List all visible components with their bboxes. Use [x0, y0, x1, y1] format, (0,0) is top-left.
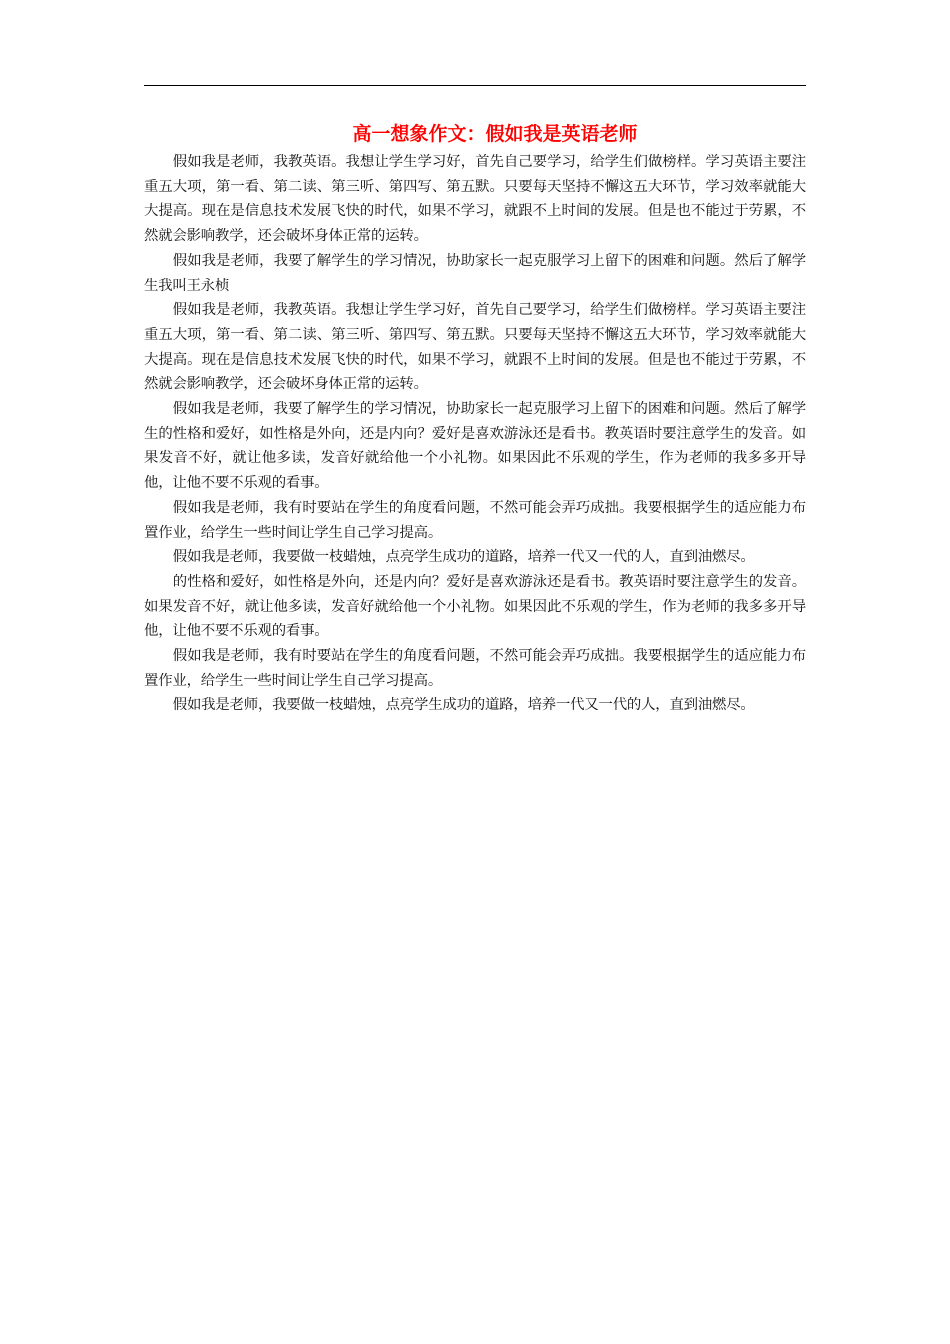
document-title: 高一想象作文：假如我是英语老师 — [352, 123, 638, 145]
paragraph-7: 的性格和爱好，如性格是外向，还是内向？爱好是喜欢游泳还是看书。教英语时要注意学生的发音。如果发音不好，就让他多读，发音好就给他一个小礼物。如果因此不乐观的学生，作为老师的我多多开导他，让他不要不乐观的看事。 — [144, 573, 806, 640]
document-content — [144, 118, 806, 718]
paragraph-4: 假如我是老师，我要了解学生的学习情况，协助家长一起克服学习上留下的困难和问题。然后了解学生的性格和爱好，如性格是外向，还是内向？爱好是喜欢游泳还是看书。教英语时要注意学生的发音。如果发音不好，就让他多读，发音好就给他一个小礼物。如果因此不乐观的学生，作为老师的我多多开导他，让他不要不乐观的看事。 — [144, 401, 806, 492]
paragraph-6: 假如我是老师，我要做一枝蜡烛，点亮学生成功的道路，培养一代又一代的人，直到油燃尽。 — [172, 549, 755, 566]
paragraph-3: 假如我是老师，我教英语。我想让学生学习好，首先自己要学习，给学生们做榜样。学习英语主要注重五大项，第一看、第二读、第三听、第四写、第五默。只要每天坚持不懈这五大环节，学习效率就能大大提高。现在是信息技术发展飞快的时代，如果不学习，就跟不上时间的发展。但是也不能过于劳累，不然就会影响教学，还会破坏身体正常的运转。 — [144, 302, 806, 393]
paragraph-5: 假如我是老师，我有时要站在学生的角度看问题，不然可能会弄巧成拙。我要根据学生的适应能力布置作业，给学生一些时间让学生自己学习提高。 — [144, 499, 806, 541]
paragraph-8: 假如我是老师，我有时要站在学生的角度看问题，不然可能会弄巧成拙。我要根据学生的适应能力布置作业，给学生一些时间让学生自己学习提高。 — [144, 648, 806, 689]
paragraph-2: 假如我是老师，我要了解学生的学习情况，协助家长一起克服学习上留下的困难和问题。然后了解学生我叫王永桢 — [144, 252, 806, 294]
paragraph-1: 假如我是老师，我教英语。我想让学生学习好，首先自己要学习，给学生们做榜样。学习英语主要注重五大项，第一看、第二读、第三听、第四写、第五默。只要每天坚持不懈这五大环节，学习效率就能大大提高。现在是信息技术发展飞快的时代，如果不学习，就跟不上时间的发展。但是也不能过于劳累，不然就会影响教学，还会破坏身体正常的运转。 — [144, 154, 806, 245]
header-rule — [144, 85, 806, 86]
paragraph-9: 假如我是老师，我要做一枝蜡烛，点亮学生成功的道路，培养一代又一代的人，直到油燃尽。 — [172, 697, 755, 714]
